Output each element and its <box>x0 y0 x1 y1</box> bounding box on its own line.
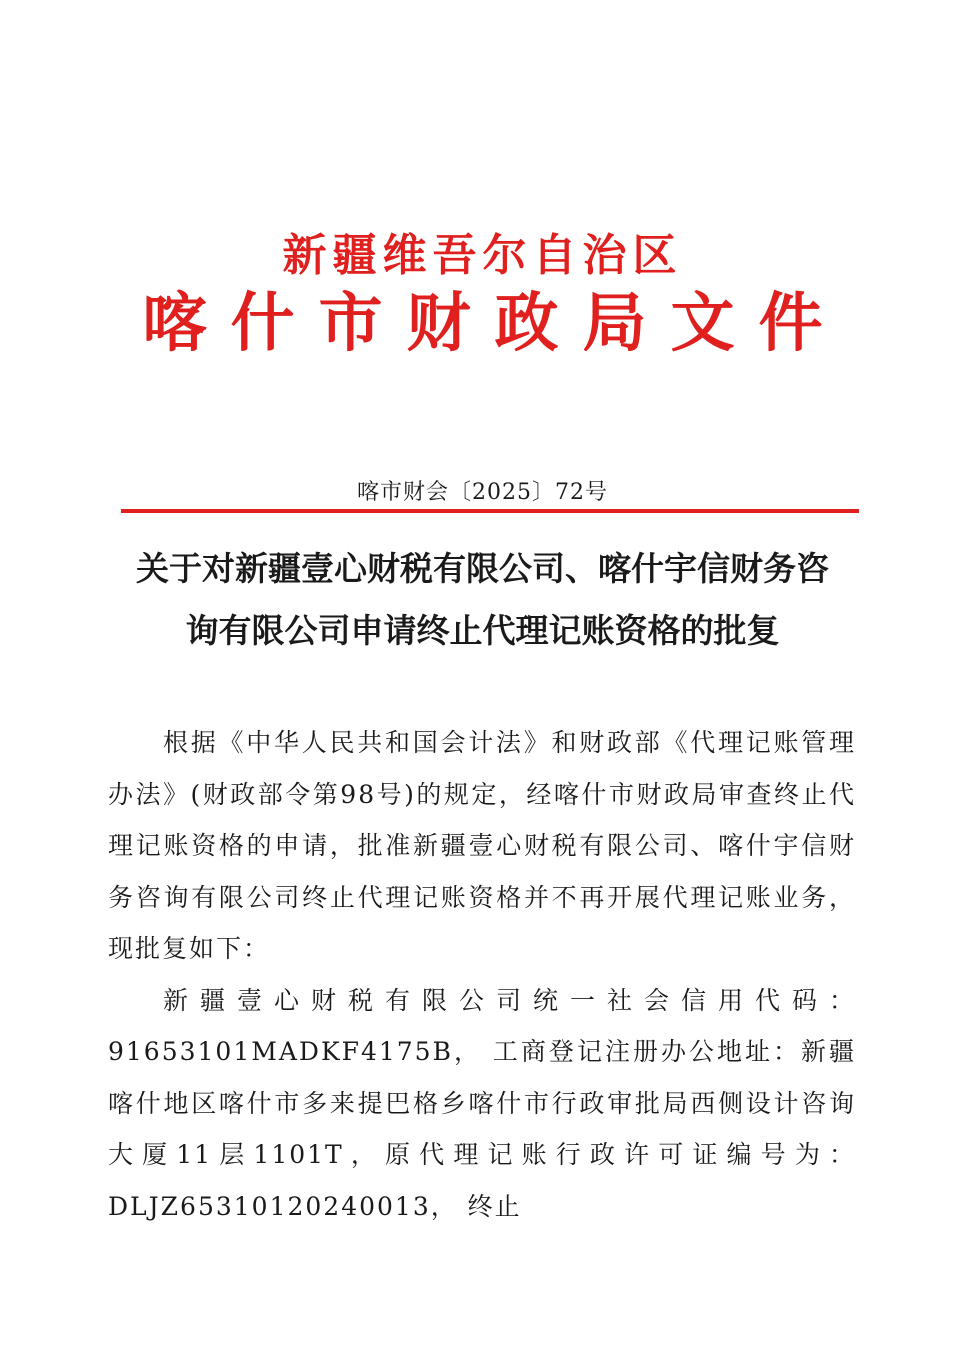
body-paragraph-2: 新疆壹心财税有限公司统一社会信用代码：91653101MADKF4175B， 工商登记注册办公地址：新疆喀什地区喀什市多来提巴格乡喀什市行政审批局西侧设计咨询大厦11层1101T，原代理记账行政许可证编号为： DLJZ65310120240013， 终止 <box>108 985 856 1221</box>
document-title <box>100 538 865 662</box>
document-title-line-2: 询有限公司申请终止代理记账资格的批复 <box>185 611 780 650</box>
issuer-region-heading: 新疆维吾尔自治区 <box>282 230 683 281</box>
document-number: 喀市财会〔2025〕72号 <box>357 480 608 505</box>
document-body <box>108 717 856 1232</box>
red-divider-rule <box>121 509 859 513</box>
document-title-line-1: 关于对新疆壹心财税有限公司、喀什宇信财务咨 <box>136 549 829 588</box>
body-paragraph-1: 根据《中华人民共和国会计法》和财政部《代理记账管理办法》(财政部令第98号)的规定，经喀什市财政局审查终止代理记账资格的申请，批准新疆壹心财税有限公司、喀什宇信财务咨询有限公司终止代理记账资格并不再开展代理记账业务，现批复如下： <box>108 728 856 963</box>
issuer-bureau-heading: 喀什市财政局文件 <box>142 287 847 361</box>
